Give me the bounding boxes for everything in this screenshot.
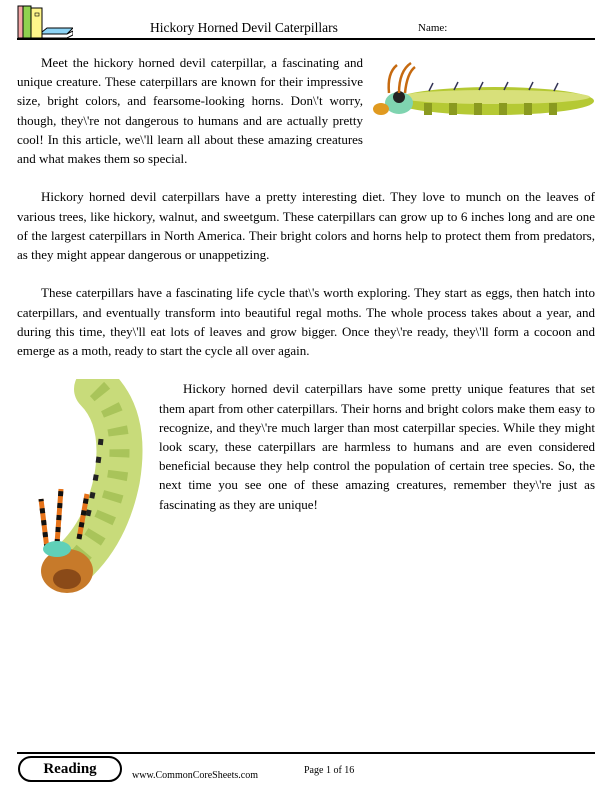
header-divider <box>17 38 595 40</box>
books-logo-icon <box>17 4 73 40</box>
paragraph-4: Hickory horned devil caterpillars have some pretty unique features that set them apart from other caterpillars. Their horns and bright colors make them easy to recognize, and they\'re much larger than most caterpillar species. While they might look scary, these caterpillars are harmless to humans and are even considered beneficial because they help control the population of certain tree species. So, the next time you see one of these amazing creatures, remember they\'re just as fascinating as they are unique! <box>159 381 595 512</box>
article-body <box>17 53 595 609</box>
page-number: Page 1 of 16 <box>304 765 355 776</box>
name-label: Name: <box>418 22 448 34</box>
paragraph-1: Meet the hickory horned devil caterpillar, a fascinating and unique creature. These caterpillars are known for their impressive size, bright colors, and fearsome-looking horns. Don\'t worry, though, they\'re not dangerous to humans and are actually pretty cool! In this article, we\'ll learn all about these amazing creatures and what makes them so special. <box>17 55 363 167</box>
paragraph-2: Hickory horned devil caterpillars have a pretty interesting diet. They love to munch on the leaves of various trees, like hickory, walnut, and sweetgum. These caterpillars can grow up to 6 inches long and are one of the largest caterpillars in North America. Their bright colors and horns help to protect them from predators, as they might appear dangerous or unappetizing. <box>17 189 595 263</box>
caterpillar-front-image <box>17 379 153 609</box>
caterpillar-side-image <box>369 53 601 131</box>
page-title: Hickory Horned Devil Caterpillars <box>150 20 338 35</box>
paragraph-3: These caterpillars have a fascinating life cycle that\'s worth exploring. They start as eggs, then hatch into caterpillars, and eventually transform into beautiful regal moths. The whole process takes about a year, and during this time, they\'ll eat lots of leaves and grow bigger. Once they\'re ready, they\'ll form a cocoon and emerge as a moth, ready to start the cycle all over again. <box>17 285 595 359</box>
subject-badge: Reading <box>18 756 122 782</box>
website-link[interactable]: www.CommonCoreSheets.com <box>132 770 259 781</box>
footer-divider <box>17 752 595 754</box>
